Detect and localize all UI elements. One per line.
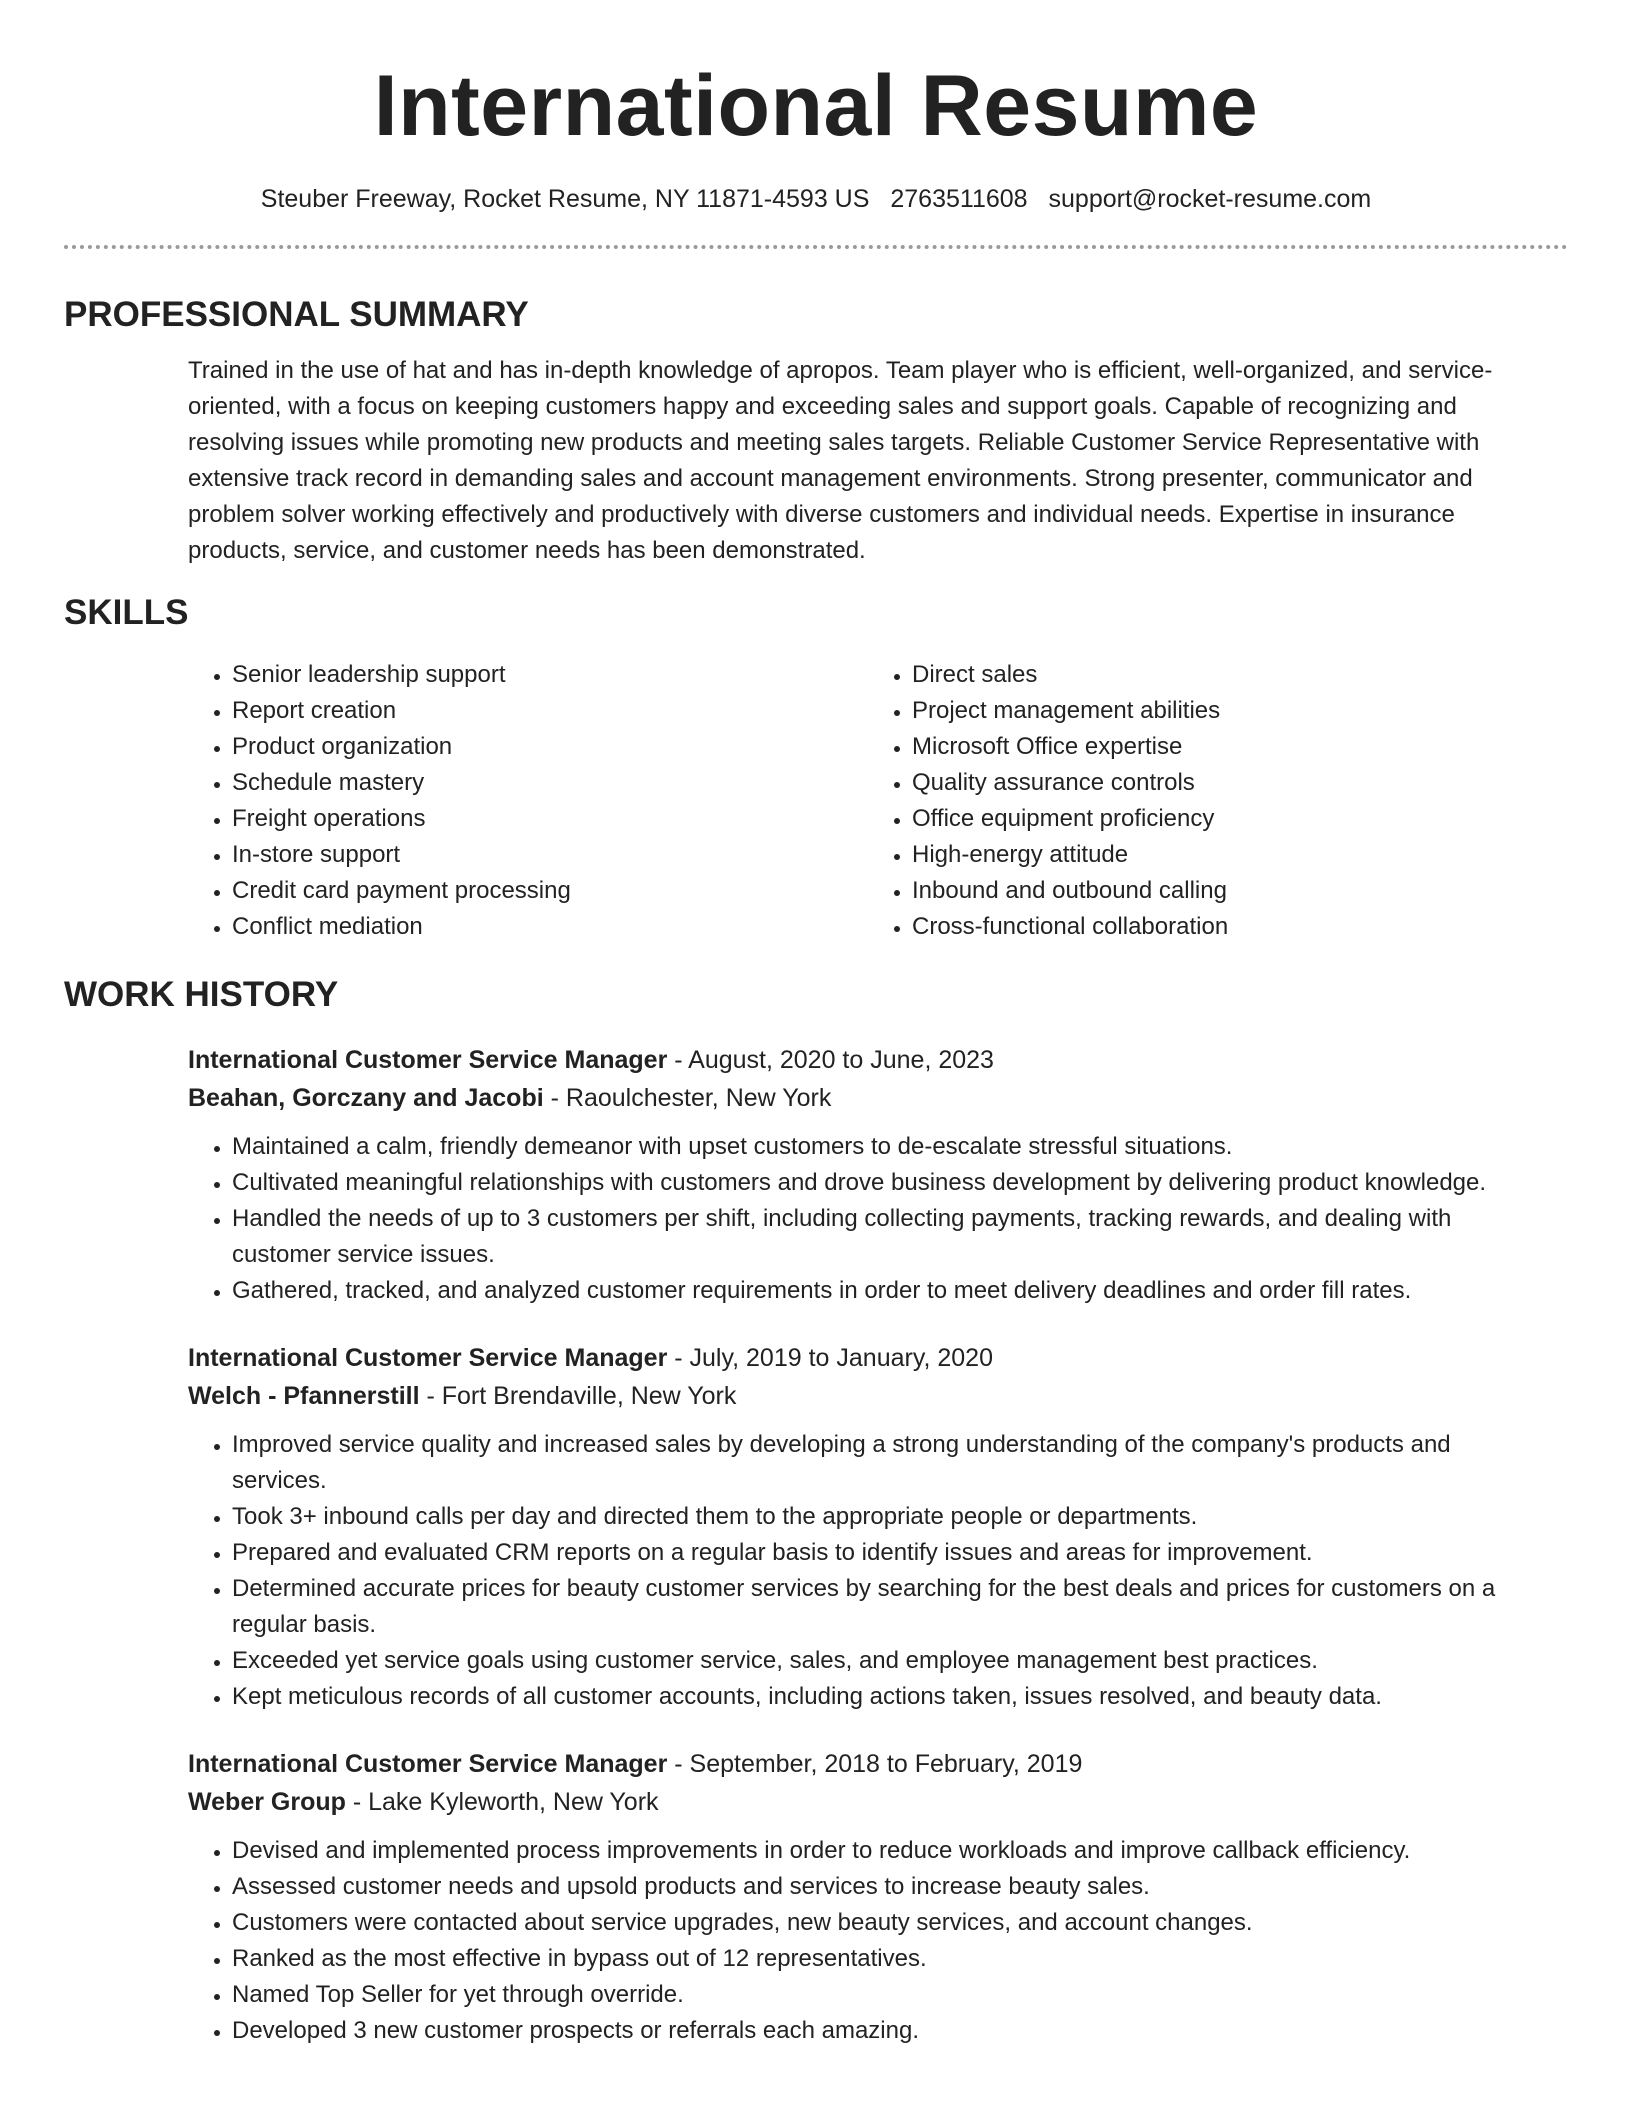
job-bullet: • Improved service quality and increased sales by developing a strong understanding of the company's products and services. <box>232 1427 1548 1499</box>
skill-item: • High-energy attitude <box>912 837 1548 873</box>
job-bullet: • Took 3+ inbound calls per day and directed them to the appropriate people or departments. <box>232 1499 1548 1535</box>
skill-item: • In-store support <box>232 837 868 873</box>
job-company: Beahan, Gorczany and Jacobi <box>188 1084 544 1112</box>
summary-section <box>64 293 1568 569</box>
job-title-line <box>188 1041 1568 1079</box>
skills-right-column <box>868 657 1548 945</box>
job-bullet: • Developed 3 new customer prospects or referrals each amazing. <box>232 2013 1548 2049</box>
skill-item: • Microsoft Office expertise <box>912 729 1548 765</box>
summary-text: Trained in the use of hat and has in-depth knowledge of apropos. Team player who is efficient, well-organized, and service-oriented, with a focus on keeping customers happy and exceeding sales and support goals. Capable of recognizing and resolving issues while promoting new products and meeting sales targets. Reliable Customer Service Representative with extensive track record in demanding sales and account management environments. Strong presenter, communicator and problem solver working effectively and productively with diverse customers and individual needs. Expertise in insurance products, service, and customer needs has been demonstrated. <box>188 357 1493 564</box>
skill-item: • Senior leadership support <box>232 657 868 693</box>
job-company-line <box>188 1783 1568 1821</box>
summary-heading: PROFESSIONAL SUMMARY <box>64 295 529 334</box>
skills-grid <box>188 657 1568 945</box>
job-entry <box>188 1041 1568 1309</box>
skill-item: • Direct sales <box>912 657 1548 693</box>
job-bullet: • Devised and implemented process improvements in order to reduce workloads and improve callback efficiency. <box>232 1833 1548 1869</box>
job-bullet: • Exceeded yet service goals using customer service, sales, and employee management best practices. <box>232 1643 1548 1679</box>
job-entry <box>188 1339 1568 1715</box>
job-title: International Customer Service Manager <box>188 1046 668 1074</box>
summary-body <box>64 353 1568 569</box>
job-title-line <box>188 1745 1568 1783</box>
skill-item: • Product organization <box>232 729 868 765</box>
resume-name: International Resume <box>373 58 1259 154</box>
job-location: - Raoulchester, New York <box>543 1084 832 1112</box>
skill-item: • Conflict mediation <box>232 909 868 945</box>
job-bullet: • Cultivated meaningful relationships with customers and drove business development by delivering product knowledge. <box>232 1165 1548 1201</box>
job-bullet: • Named Top Seller for yet through override. <box>232 1977 1548 2013</box>
job-bullet: • Prepared and evaluated CRM reports on a regular basis to identify issues and areas for improvement. <box>232 1535 1548 1571</box>
job-bullet: • Customers were contacted about service upgrades, new beauty services, and account changes. <box>232 1905 1548 1941</box>
job-bullet: • Handled the needs of up to 3 customers per shift, including collecting payments, tracking rewards, and dealing with customer service issues. <box>232 1201 1548 1273</box>
work-history-section <box>64 973 1568 2049</box>
contact-line <box>64 182 1568 216</box>
skill-item: • Project management abilities <box>912 693 1548 729</box>
job-title-line <box>188 1339 1568 1377</box>
skill-item: • Quality assurance controls <box>912 765 1548 801</box>
job-company-line <box>188 1079 1568 1117</box>
contact-email: support@rocket-resume.com <box>1048 185 1372 213</box>
skill-item: • Schedule mastery <box>232 765 868 801</box>
job-company: Weber Group <box>188 1788 346 1816</box>
job-bullet: • Gathered, tracked, and analyzed customer requirements in order to meet delivery deadlines and order fill rates. <box>232 1273 1548 1309</box>
job-bullet: • Ranked as the most effective in bypass out of 12 representatives. <box>232 1941 1548 1977</box>
job-bullet: • Determined accurate prices for beauty customer services by searching for the best deals and prices for customers on a regular basis. <box>232 1571 1548 1643</box>
skills-heading: SKILLS <box>64 593 189 632</box>
skill-item: • Office equipment proficiency <box>912 801 1548 837</box>
job-dates: - July, 2019 to January, 2020 <box>667 1344 993 1372</box>
job-entry <box>188 1745 1568 2049</box>
work-history-heading: WORK HISTORY <box>64 975 339 1014</box>
job-bullet: • Kept meticulous records of all customer accounts, including actions taken, issues resolved, and beauty data. <box>232 1679 1548 1715</box>
job-bullet: • Assessed customer needs and upsold products and services to increase beauty sales. <box>232 1869 1548 1905</box>
skill-item: • Inbound and outbound calling <box>912 873 1548 909</box>
contact-phone: 2763511608 <box>890 185 1028 213</box>
job-title: International Customer Service Manager <box>188 1344 668 1372</box>
contact-address: Steuber Freeway, Rocket Resume, NY 11871-4593 US <box>260 185 870 213</box>
job-bullet-list <box>188 1427 1568 1715</box>
job-location: - Fort Brendaville, New York <box>419 1382 737 1410</box>
job-title: International Customer Service Manager <box>188 1750 668 1778</box>
skills-section <box>64 591 1568 945</box>
job-dates: - August, 2020 to June, 2023 <box>667 1046 994 1074</box>
skill-item: • Credit card payment processing <box>232 873 868 909</box>
job-company: Welch - Pfannerstill <box>188 1382 420 1410</box>
job-location: - Lake Kyleworth, New York <box>345 1788 659 1816</box>
skill-item: • Report creation <box>232 693 868 729</box>
dotted-divider <box>64 245 1568 249</box>
skills-body <box>64 657 1568 945</box>
job-bullet: • Maintained a calm, friendly demeanor with upset customers to de-escalate stressful situations. <box>232 1129 1548 1165</box>
job-bullet-list <box>188 1833 1568 2049</box>
skill-item: • Freight operations <box>232 801 868 837</box>
job-bullet-list <box>188 1129 1568 1309</box>
job-company-line <box>188 1377 1568 1415</box>
skill-item: • Cross-functional collaboration <box>912 909 1548 945</box>
skills-left-column <box>188 657 868 945</box>
job-dates: - September, 2018 to February, 2019 <box>667 1750 1083 1778</box>
work-history-body <box>64 1041 1568 2049</box>
